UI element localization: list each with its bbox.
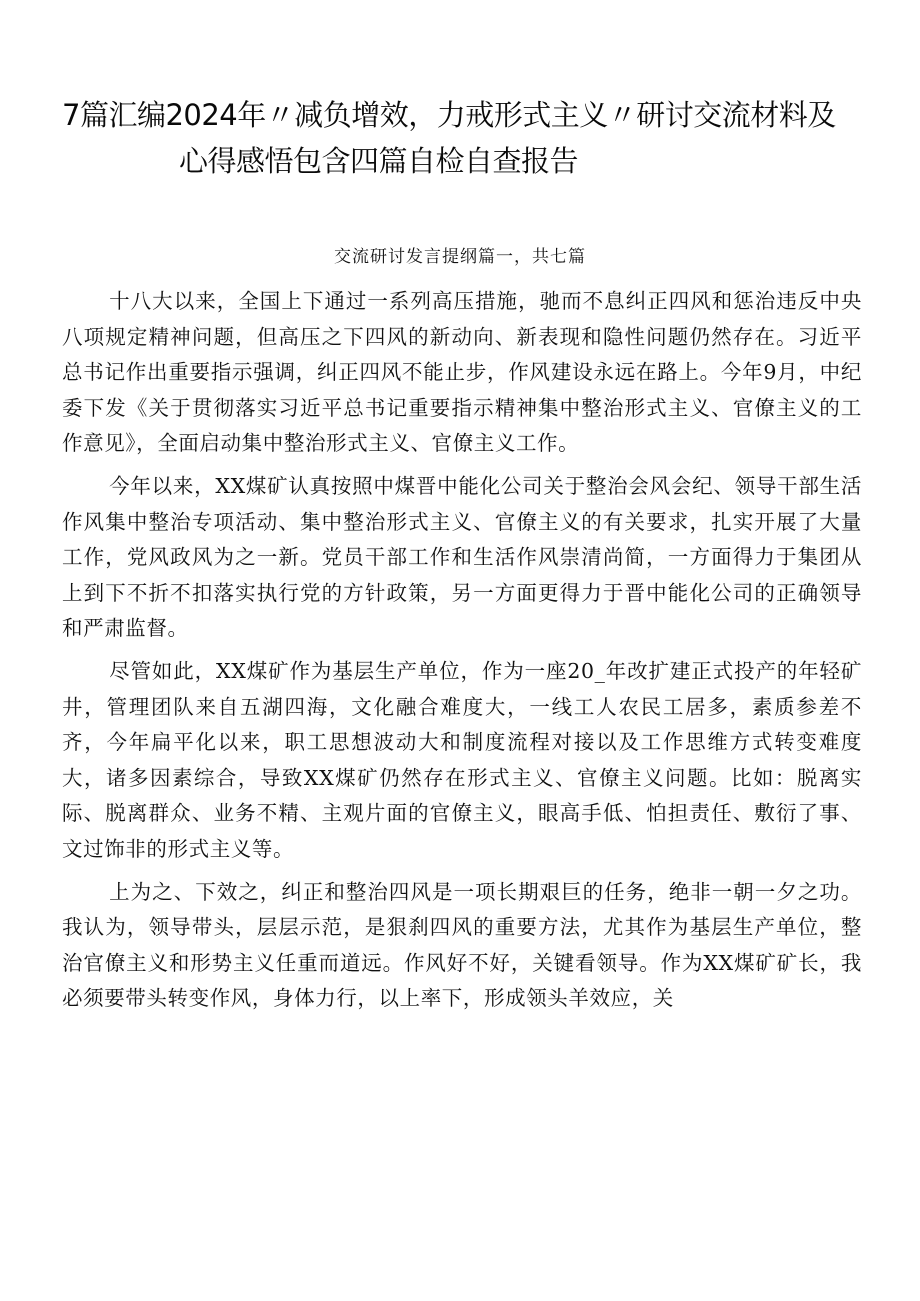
paragraph-2: 今年以来，XX煤矿认真按照中煤晋中能化公司关于整治会风会纪、领导干部生活作风集中整治专项活动、集中整治形式主义、官僚主义的有关要求，扎实开展了大量工作，党风政风为之一新。党员干部工作和生活作风崇清尚简，一方面得力于集团从上到下不折不扣落实执行党的方针政策，另一方面更得力于晋中能化公司的正确领导和严肃监督。 [62, 473, 862, 641]
paragraph-1: 十八大以来，全国上下通过一系列高压措施，驰而不息纠正四风和惩治违反中央八项规定精神问题，但高压之下四风的新动向、新表现和隐性问题仍然存在。习近平总书记作出重要指示强调，纠正四风不能止步，作风建设永远在路上。今年9月，中纪委下发《关于贯彻落实习近平总书记重要指示精神集中整治形式主义、官僚主义的工作意见》，全面启动集中整治形式主义、官僚主义工作。 [62, 289, 862, 456]
document-body [62, 284, 862, 1024]
paragraph-3: 尽管如此，XX煤矿作为基层生产单位，作为一座20_年改扩建正式投产的年轻矿井，管理团队来自五湖四海，文化融合难度大，一线工人农民工居多，素质参差不齐，今年扁平化以来，职工思想波动大和制度流程对接以及工作思维方式转变难度大，诸多因素综合，导致XX煤矿仍然存在形式主义、官僚主义问题。比如：脱离实际、脱离群众、业务不精、主观片面的官僚主义，眼高手低、怕担责任、敷衍了事、文过饰非的形式主义等。 [62, 658, 862, 861]
document-title [62, 92, 882, 184]
section-heading: 交流研讨发言提纲篇一，共七篇 [334, 247, 586, 267]
document-title-line-1: 7篇汇编2024年〃减负增效，力戒形式主义〃研讨交流材料及 [62, 98, 836, 132]
document-title-line-2: 心得感悟包含四篇自检自查报告 [179, 144, 579, 178]
paragraph-4: 上为之、下效之，纠正和整治四风是一项长期艰巨的任务，绝非一朝一夕之功。我认为，领导带头，层层示范，是狠刹四风的重要方法，尤其作为基层生产单位，整治官僚主义和形势主义任重而道远。作风好不好，关键看领导。作为XX煤矿矿长，我必须要带头转变作风，身体力行，以上率下，形成领头羊效应，关 [62, 879, 862, 1011]
